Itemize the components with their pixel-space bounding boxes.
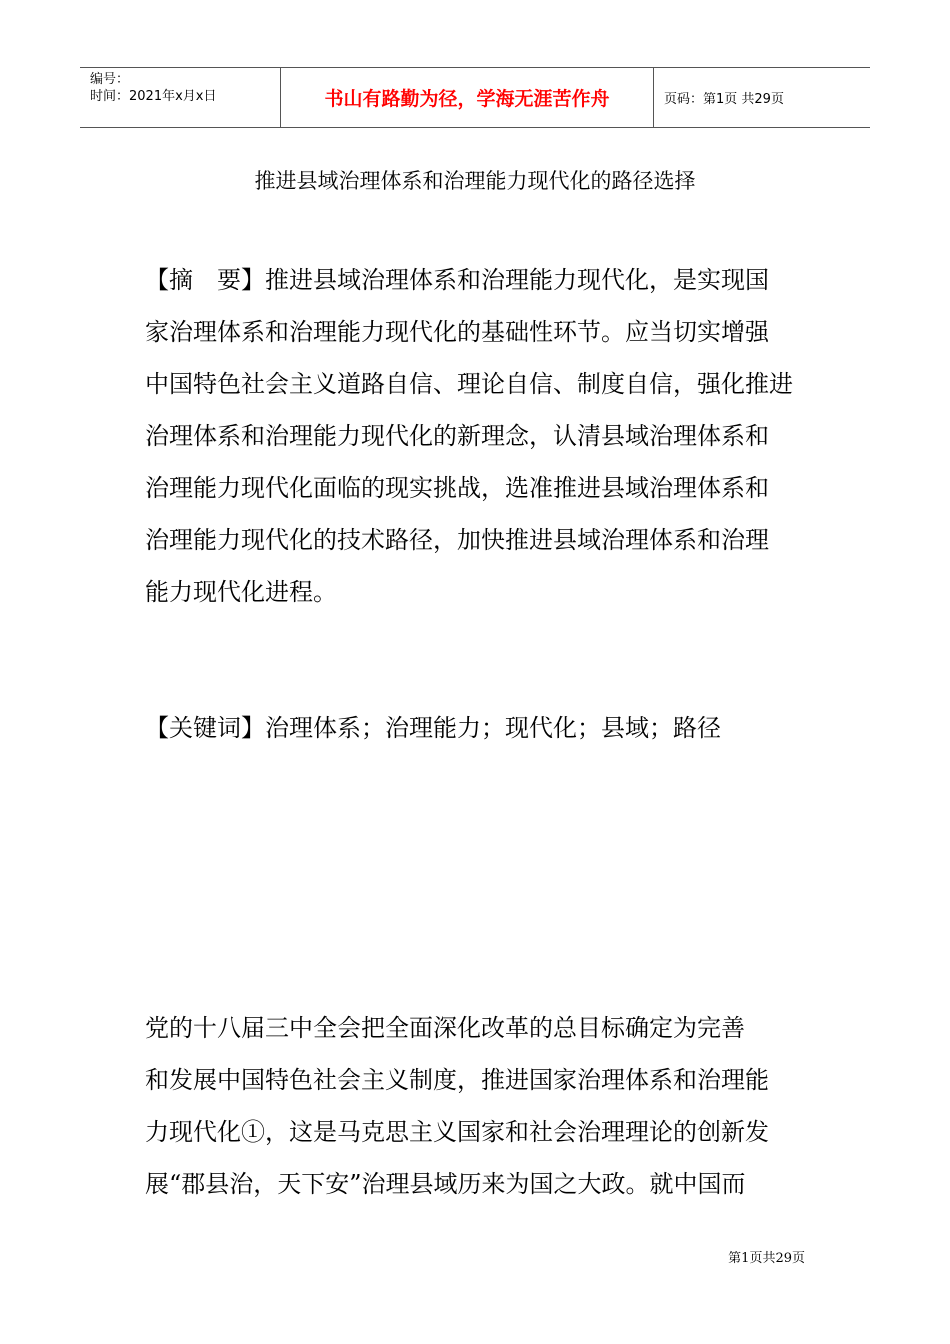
abstract-line: 治理能力现代化的技术路径，加快推进县域治理体系和治理 — [145, 526, 769, 554]
paragraph-line: 和发展中国特色社会主义制度，推进国家治理体系和治理能 — [145, 1066, 769, 1094]
paragraph-line: 展“郡县治，天下安”治理县域历来为国之大政。就中国而 — [145, 1170, 746, 1198]
keywords-line: 【关键词】治理体系；治理能力；现代化；县域；路径 — [145, 714, 721, 742]
page-footer: 第1页共29页 — [728, 1251, 805, 1266]
abstract-line: 【摘 要】推进县域治理体系和治理能力现代化，是实现国 — [145, 266, 769, 294]
header-motto: 书山有路勤为径，学海无涯苦作舟 — [281, 68, 654, 127]
keywords — [145, 702, 815, 754]
paragraph-line: 党的十八届三中全会把全面深化改革的总目标确定为完善 — [145, 1014, 745, 1042]
header-page-info: 页码：第1页 共29页 — [664, 92, 784, 107]
paragraph-line: 力现代化①，这是马克思主义国家和社会治理理论的创新发 — [145, 1118, 769, 1146]
abstract-line: 中国特色社会主义道路自信、理论自信、制度自信，强化推进 — [145, 370, 793, 398]
abstract-line: 家治理体系和治理能力现代化的基础性环节。应当切实增强 — [145, 318, 769, 346]
page-header — [80, 67, 870, 128]
abstract-line: 治理体系和治理能力现代化的新理念，认清县域治理体系和 — [145, 422, 769, 450]
body-paragraph — [145, 1002, 815, 1210]
abstract-line: 治理能力现代化面临的现实挑战，选准推进县域治理体系和 — [145, 474, 769, 502]
document-number-label: 编号： — [90, 72, 130, 87]
abstract-line: 能力现代化进程。 — [145, 578, 337, 606]
document-date: 时间：2021年x月x日 — [90, 89, 217, 104]
document-title: 推进县域治理体系和治理能力现代化的路径选择 — [254, 169, 696, 193]
abstract — [145, 254, 815, 618]
header-meta — [80, 68, 281, 127]
